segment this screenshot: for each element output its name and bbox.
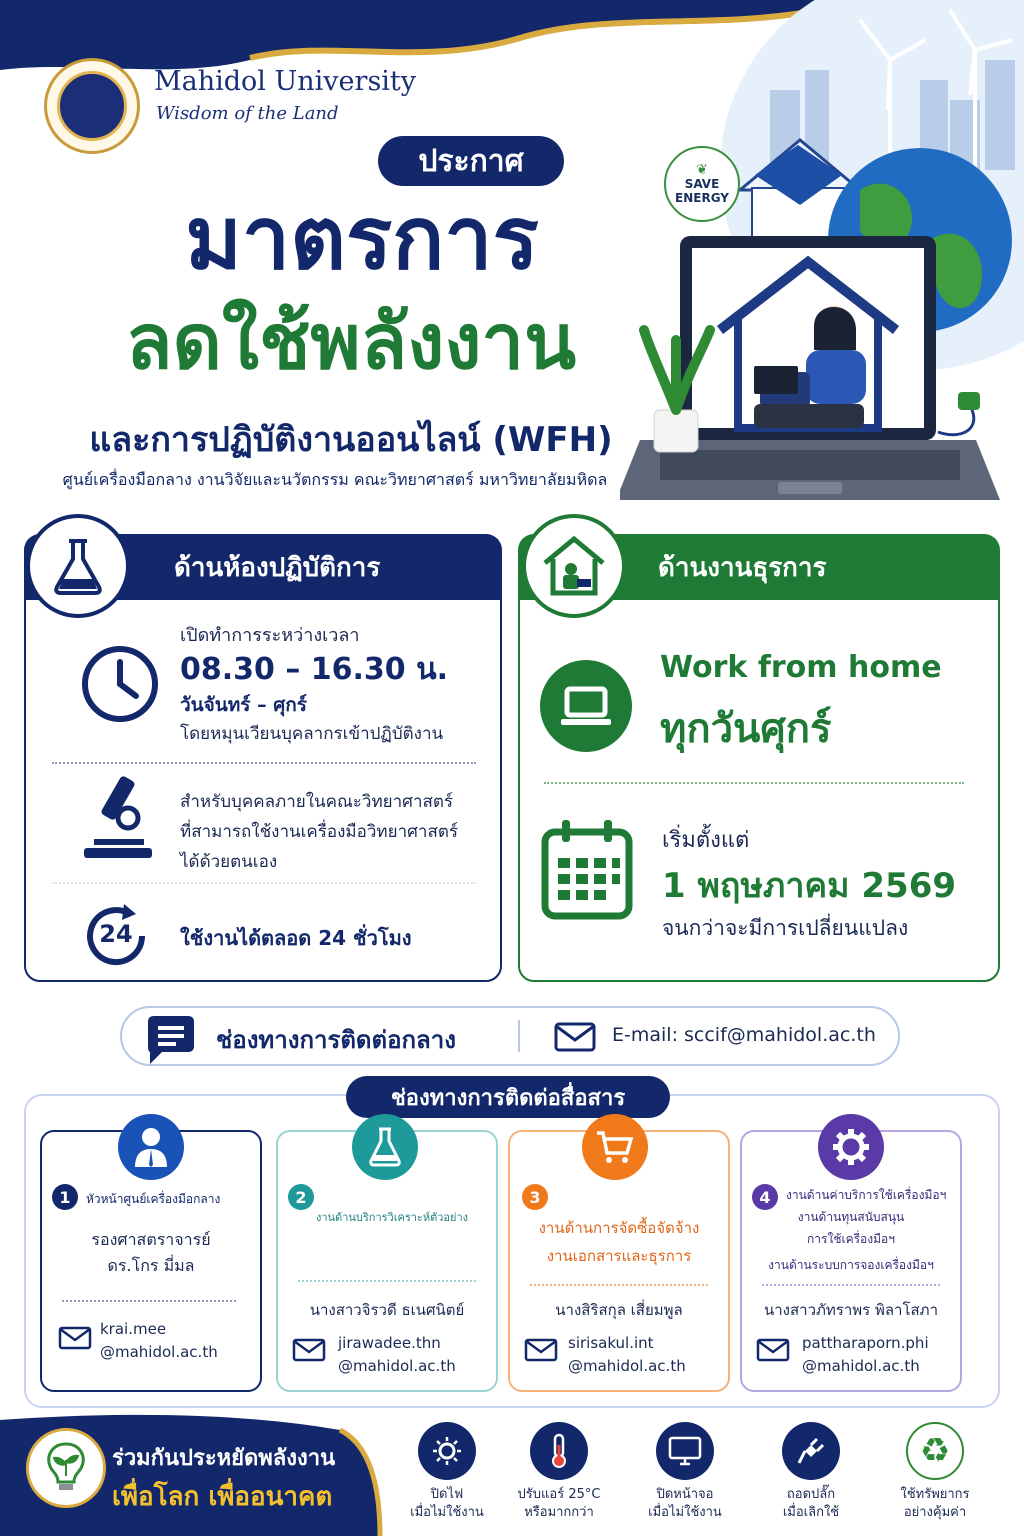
every-friday-text: ทุกวันศุกร์ — [660, 706, 832, 752]
leaf-icon: ❦ — [696, 162, 708, 179]
contact-role: หัวหน้าศูนย์เครื่องมือกลาง — [86, 1192, 221, 1206]
contact-title: รองศาสตราจารย์ — [91, 1230, 211, 1249]
tip-line2: เมื่อไม่ใช้งาน — [410, 1504, 484, 1520]
rotation-note: โดยหมุนเวียนบุคลากรเข้าปฏิบัติงาน — [180, 724, 444, 744]
home-worker-icon — [522, 514, 626, 618]
divider — [530, 1284, 708, 1286]
business-section-title: ด้านงานธุรการ — [658, 552, 827, 583]
contact-email-domain[interactable]: @mahidol.ac.th — [568, 1357, 686, 1375]
university-name: Mahidol University — [154, 66, 417, 97]
lab-section-title: ด้านห้องปฏิบัติการ — [174, 552, 381, 583]
contact-role-2: งานเอกสารและธุรการ — [546, 1247, 692, 1265]
contact-email-user[interactable]: krai.mee — [100, 1320, 167, 1338]
thermometer-icon — [530, 1422, 588, 1480]
tip-line1: ปิดไฟ — [430, 1487, 464, 1502]
tip-line2: หรือมากกว่า — [524, 1504, 594, 1520]
wfh-illustration — [620, 0, 1024, 510]
tip-resources — [880, 1422, 990, 1521]
contact-role: งานด้านบริการวิเคราะห์ตัวอย่าง — [316, 1211, 469, 1224]
self-use-line2: ที่สามารถใช้งานเครื่องมือวิทยาศาสตร์ — [180, 822, 458, 842]
tip-line1: ใช้ทรัพยากร — [900, 1487, 970, 1502]
microscope-icon — [78, 772, 158, 864]
contact-number: 1 — [52, 1184, 78, 1210]
contact-email-domain[interactable]: @mahidol.ac.th — [100, 1343, 218, 1361]
plug-icon — [782, 1422, 840, 1480]
contact-role-2: งานด้านทุนสนับสนุน — [797, 1210, 905, 1224]
tip-unplug — [756, 1422, 866, 1521]
footer-slogan-1: ร่วมกันประหยัดพลังงาน — [112, 1446, 336, 1471]
university-tagline: Wisdom of the Land — [156, 103, 339, 124]
mail-icon — [756, 1338, 790, 1362]
mail-icon — [58, 1326, 92, 1350]
tip-line2: อย่างคุ้มค่า — [903, 1504, 967, 1520]
tip-line1: ปรับแอร์ 25°C — [517, 1487, 601, 1502]
gear-icon — [818, 1114, 884, 1180]
sprout-bulb-icon — [26, 1428, 106, 1508]
contact-role: งานด้านการจัดซื้อจัดจ้าง — [538, 1219, 700, 1237]
flask-icon — [352, 1114, 418, 1180]
contact-role-3: การใช้เครื่องมือฯ — [807, 1232, 895, 1246]
central-contact-label: ช่องทางการติดต่อกลาง — [216, 1026, 456, 1054]
24-hours-icon — [80, 900, 152, 972]
contact-email-user[interactable]: pattharaporn.phi — [802, 1334, 929, 1352]
tip-air-conditioner — [504, 1422, 614, 1521]
contact-name: นางสิริสกุล เสี่ยมพูล — [555, 1301, 683, 1319]
monitor-icon — [656, 1422, 714, 1480]
communication-title: ช่องทางการติดต่อสื่อสาร — [346, 1076, 670, 1118]
divider — [544, 782, 964, 784]
shopping-cart-icon — [582, 1114, 648, 1180]
title-wfh: และการปฏิบัติงานออนไลน์ (WFH) — [89, 420, 613, 460]
tip-line1: ถอดปลั๊ก — [786, 1487, 836, 1502]
title-measures: มาตรการ — [185, 189, 539, 289]
footer-slogan-2: เพื่อโลก เพื่ออนาคต — [112, 1482, 333, 1512]
self-use-line3: ได้ด้วยตนเอง — [180, 852, 278, 872]
calendar-icon — [540, 818, 634, 922]
divider — [62, 1300, 236, 1302]
clock-icon — [80, 644, 160, 724]
24-hours-icon-text: 24 — [99, 920, 133, 948]
tip-screen-off — [630, 1422, 740, 1521]
tip-line1: ปิดหน้าจอ — [656, 1487, 714, 1502]
contact-name: นางสาวจิรวดี ธเนศนิตย์ — [309, 1301, 465, 1319]
badge-text-1: SAVE — [684, 177, 720, 192]
tip-line2: เมื่อไม่ใช้งาน — [648, 1504, 722, 1520]
allday-text: ใช้งานได้ตลอด 24 ชั่วโมง — [180, 926, 412, 950]
contact-role: งานด้านค่าบริการใช้เครื่องมือฯ — [786, 1188, 947, 1202]
contact-email-domain[interactable]: @mahidol.ac.th — [802, 1357, 920, 1375]
chat-bubble-icon — [144, 1014, 198, 1060]
laptop-icon — [540, 660, 632, 752]
light-bulb-icon — [418, 1422, 476, 1480]
days-value: วันจันทร์ – ศุกร์ — [180, 694, 308, 716]
hours-label: เปิดทำการระหว่างเวลา — [180, 625, 360, 646]
announcement-badge: ประกาศ — [378, 136, 564, 186]
contact-email-domain[interactable]: @mahidol.ac.th — [338, 1357, 456, 1375]
flask-icon — [26, 514, 130, 618]
self-use-line1: สำหรับบุคคลภายในคณะวิทยาศาสตร์ — [180, 792, 454, 812]
divider — [762, 1284, 940, 1286]
contact-number: 4 — [752, 1184, 778, 1210]
divider — [298, 1280, 476, 1282]
mail-icon — [524, 1338, 558, 1362]
start-date: 1 พฤษภาคม 2569 — [662, 866, 957, 906]
badge-text-2: ENERGY — [675, 191, 729, 206]
mail-icon — [292, 1338, 326, 1362]
divider — [52, 882, 476, 884]
divider — [52, 762, 476, 764]
mail-icon — [554, 1022, 596, 1052]
person-icon — [118, 1114, 184, 1180]
central-email[interactable]: E-mail: sccif@mahidol.ac.th — [612, 1024, 876, 1046]
until-note: จนกว่าจะมีการเปลี่ยนแปลง — [662, 916, 909, 940]
contact-number: 3 — [522, 1184, 548, 1210]
hours-value: 08.30 – 16.30 น. — [180, 652, 449, 687]
contact-number: 2 — [288, 1184, 314, 1210]
contact-name: นางสาวภัทราพร พิลาโสภา — [764, 1301, 938, 1319]
wfh-text: Work from home — [660, 650, 942, 685]
tip-lights-off — [392, 1422, 502, 1521]
tip-line2: เมื่อเลิกใช้ — [782, 1504, 840, 1520]
contact-name: ดร.โกร มี่มล — [107, 1256, 195, 1275]
contact-role-4: งานด้านระบบการจองเครื่องมือฯ — [768, 1258, 934, 1272]
save-energy-badge — [664, 146, 740, 222]
start-label: เริ่มตั้งแต่ — [662, 828, 750, 853]
separator — [518, 1020, 520, 1052]
title-energy-saving: ลดใช้พลังงาน — [125, 297, 577, 386]
contact-email-user[interactable]: sirisakul.int — [568, 1334, 654, 1352]
university-seal-logo — [44, 58, 140, 154]
recycle-icon: ♻ — [906, 1422, 964, 1480]
organization-subtitle: ศูนย์เครื่องมือกลาง งานวิจัยและนวัตกรรม คณะวิทยาศาสตร์ มหาวิทยาลัยมหิดล — [62, 470, 608, 489]
contact-email-user[interactable]: jirawadee.thn — [338, 1334, 441, 1352]
